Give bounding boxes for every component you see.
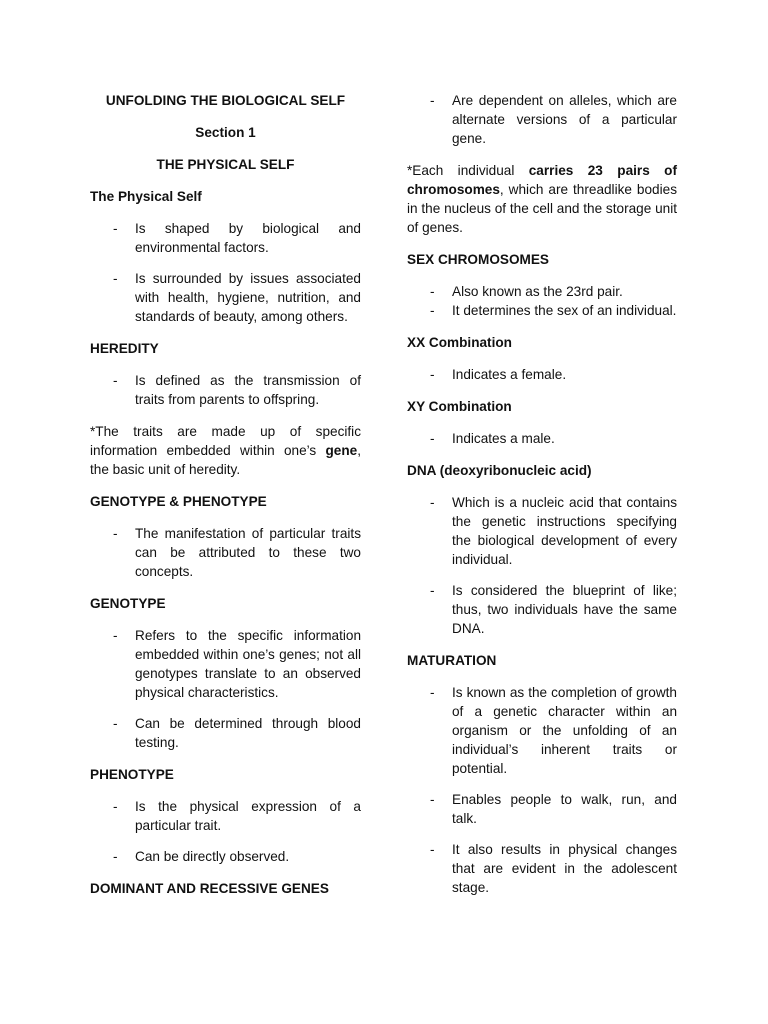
list-item: - Is known as the completion of growth of a genetic character within an organism or the unfolding of an individual’s inherent traits or potential.: [407, 683, 677, 778]
xx-heading: XX Combination: [407, 335, 512, 350]
chromosome-note: [407, 161, 677, 237]
list-item: - Is considered the blueprint of like; thus, two individuals have the same DNA.: [407, 581, 677, 638]
genotype-list: [90, 626, 361, 752]
genotype-phenotype-list: [90, 524, 361, 581]
note-text: *The traits are made up of specific information embedded within one’s: [90, 424, 361, 458]
physical-self-heading: The Physical Self: [90, 189, 202, 204]
genotype-phenotype-heading: GENOTYPE & PHENOTYPE: [90, 494, 267, 509]
list-item: - It determines the sex of an individual.: [407, 301, 677, 320]
note-bold-term: gene: [325, 443, 358, 458]
phenotype-list: [90, 797, 361, 866]
alleles-list: [407, 91, 677, 148]
list-item: - Also known as the 23rd pair.: [407, 282, 677, 301]
xy-list: [407, 429, 677, 448]
note-bold-term: carries 23 pairs of chromosomes: [407, 163, 677, 197]
note-text: *Each individual: [407, 163, 529, 178]
list-item: - Is the physical expression of a particular trait.: [90, 797, 361, 835]
right-column: [407, 91, 677, 910]
list-item: - Which is a nucleic acid that contains the genetic instructions specifying the biological development of every individual.: [407, 493, 677, 569]
sex-chromosomes-heading: SEX CHROMOSOMES: [407, 252, 549, 267]
list-item: - Indicates a female.: [407, 365, 677, 384]
xy-heading: XY Combination: [407, 399, 512, 414]
left-column: [90, 91, 361, 911]
section-label: Section 1: [195, 125, 256, 140]
sex-chromosomes-list: [407, 282, 677, 320]
note-text: , the basic unit of heredity.: [90, 443, 361, 477]
heredity-note: [90, 422, 361, 479]
phenotype-heading: PHENOTYPE: [90, 767, 174, 782]
xx-list: [407, 365, 677, 384]
document-title: UNFOLDING THE BIOLOGICAL SELF: [105, 93, 346, 108]
list-item: - Is defined as the transmission of traits from parents to offspring.: [90, 371, 361, 409]
section-subtitle: THE PHYSICAL SELF: [156, 157, 295, 172]
list-item: - Refers to the specific information embedded within one’s genes; not all genotypes translate to an observed physical characteristics.: [90, 626, 361, 702]
genotype-heading: GENOTYPE: [90, 596, 166, 611]
list-item: - Can be directly observed.: [90, 847, 361, 866]
heredity-heading: HEREDITY: [90, 341, 159, 356]
list-item: - It also results in physical changes that are evident in the adolescent stage.: [407, 840, 677, 897]
note-text: , which are threadlike bodies in the nucleus of the cell and the storage unit of genes.: [407, 182, 677, 235]
list-item: - Are dependent on alleles, which are alternate versions of a particular gene.: [407, 91, 677, 148]
dominant-recessive-heading: DOMINANT AND RECESSIVE GENES: [90, 881, 329, 896]
maturation-list: [407, 683, 677, 897]
maturation-heading: MATURATION: [407, 653, 497, 668]
list-item: - Indicates a male.: [407, 429, 677, 448]
dna-list: [407, 493, 677, 638]
physical-self-list: [90, 219, 361, 326]
heredity-list: [90, 371, 361, 409]
dna-heading: DNA (deoxyribonucleic acid): [407, 463, 592, 478]
list-item: - Enables people to walk, run, and talk.: [407, 790, 677, 828]
list-item: - Is surrounded by issues associated with health, hygiene, nutrition, and standards of beauty, among others.: [90, 269, 361, 326]
list-item: - Can be determined through blood testing.: [90, 714, 361, 752]
list-item: - The manifestation of particular traits can be attributed to these two concepts.: [90, 524, 361, 581]
list-item: - Is shaped by biological and environmental factors.: [90, 219, 361, 257]
